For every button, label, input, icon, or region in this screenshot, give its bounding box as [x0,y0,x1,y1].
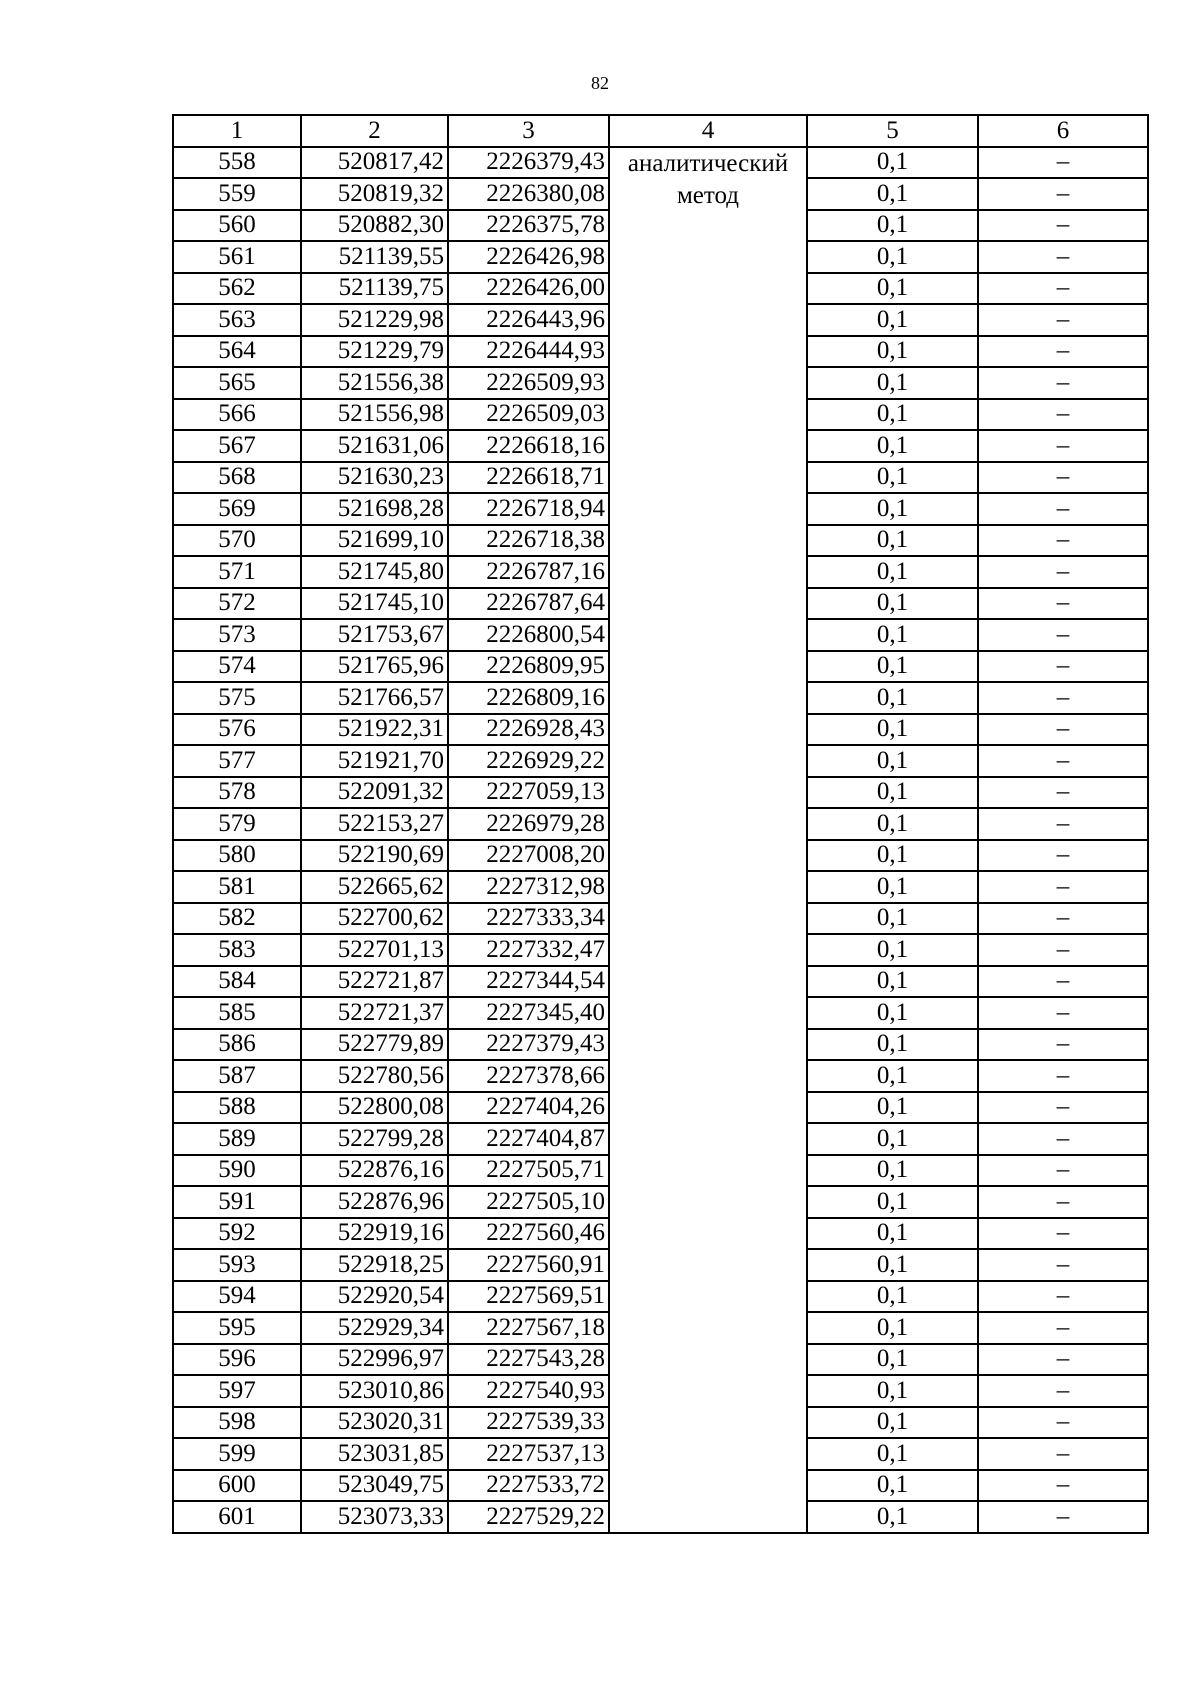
column-header: 4 [609,115,807,147]
description-cell: – [978,1375,1148,1407]
y-coordinate-cell: 2226787,64 [448,588,609,620]
x-coordinate-cell: 522780,56 [301,1060,448,1092]
point-number-cell: 598 [173,1407,301,1439]
y-coordinate-cell: 2227560,46 [448,1218,609,1250]
y-coordinate-cell: 2226718,94 [448,493,609,525]
column-header: 1 [173,115,301,147]
point-number-cell: 586 [173,1029,301,1061]
description-cell: – [978,1501,1148,1533]
point-number-cell: 592 [173,1218,301,1250]
y-coordinate-cell: 2227540,93 [448,1375,609,1407]
accuracy-cell: 0,1 [807,178,978,210]
y-coordinate-cell: 2227543,28 [448,1344,609,1376]
description-cell: – [978,336,1148,368]
description-cell: – [978,840,1148,872]
description-cell: – [978,493,1148,525]
accuracy-cell: 0,1 [807,1470,978,1502]
description-cell: – [978,525,1148,557]
point-number-cell: 575 [173,682,301,714]
y-coordinate-cell: 2227569,51 [448,1281,609,1313]
x-coordinate-cell: 521766,57 [301,682,448,714]
y-coordinate-cell: 2227537,13 [448,1438,609,1470]
accuracy-cell: 0,1 [807,556,978,588]
y-coordinate-cell: 2226979,28 [448,808,609,840]
x-coordinate-cell: 521921,70 [301,745,448,777]
y-coordinate-cell: 2226443,96 [448,304,609,336]
description-cell: – [978,430,1148,462]
y-coordinate-cell: 2226787,16 [448,556,609,588]
description-cell: – [978,1249,1148,1281]
y-coordinate-cell: 2227505,71 [448,1155,609,1187]
accuracy-cell: 0,1 [807,840,978,872]
description-cell: – [978,241,1148,273]
description-cell: – [978,777,1148,809]
x-coordinate-cell: 522876,16 [301,1155,448,1187]
x-coordinate-cell: 522153,27 [301,808,448,840]
point-number-cell: 572 [173,588,301,620]
point-number-cell: 559 [173,178,301,210]
coordinates-table [172,114,1149,1534]
description-cell: – [978,1470,1148,1502]
description-cell: – [978,178,1148,210]
accuracy-cell: 0,1 [807,714,978,746]
y-coordinate-cell: 2227344,54 [448,966,609,998]
description-cell: – [978,808,1148,840]
accuracy-cell: 0,1 [807,1060,978,1092]
point-number-cell: 570 [173,525,301,557]
description-cell: – [978,714,1148,746]
point-number-cell: 584 [173,966,301,998]
column-header: 2 [301,115,448,147]
x-coordinate-cell: 521139,55 [301,241,448,273]
accuracy-cell: 0,1 [807,1438,978,1470]
method-cell: аналитический метод [609,147,807,1533]
x-coordinate-cell: 521556,98 [301,399,448,431]
y-coordinate-cell: 2227560,91 [448,1249,609,1281]
description-cell: – [978,273,1148,305]
y-coordinate-cell: 2227345,40 [448,997,609,1029]
y-coordinate-cell: 2227379,43 [448,1029,609,1061]
point-number-cell: 580 [173,840,301,872]
accuracy-cell: 0,1 [807,1407,978,1439]
description-cell: – [978,745,1148,777]
accuracy-cell: 0,1 [807,336,978,368]
x-coordinate-cell: 522190,69 [301,840,448,872]
description-cell: – [978,1312,1148,1344]
x-coordinate-cell: 522721,87 [301,966,448,998]
description-cell: – [978,1186,1148,1218]
point-number-cell: 563 [173,304,301,336]
y-coordinate-cell: 2227378,66 [448,1060,609,1092]
description-cell: – [978,903,1148,935]
accuracy-cell: 0,1 [807,1312,978,1344]
description-cell: – [978,1155,1148,1187]
accuracy-cell: 0,1 [807,682,978,714]
y-coordinate-cell: 2227567,18 [448,1312,609,1344]
point-number-cell: 585 [173,997,301,1029]
x-coordinate-cell: 522929,34 [301,1312,448,1344]
description-cell: – [978,619,1148,651]
point-number-cell: 597 [173,1375,301,1407]
x-coordinate-cell: 522665,62 [301,871,448,903]
x-coordinate-cell: 522799,28 [301,1123,448,1155]
accuracy-cell: 0,1 [807,1249,978,1281]
accuracy-cell: 0,1 [807,619,978,651]
x-coordinate-cell: 522721,37 [301,997,448,1029]
accuracy-cell: 0,1 [807,745,978,777]
y-coordinate-cell: 2227059,13 [448,777,609,809]
description-cell: – [978,1344,1148,1376]
description-cell: – [978,147,1148,179]
point-number-cell: 588 [173,1092,301,1124]
point-number-cell: 576 [173,714,301,746]
point-number-cell: 565 [173,367,301,399]
accuracy-cell: 0,1 [807,241,978,273]
accuracy-cell: 0,1 [807,1281,978,1313]
point-number-cell: 593 [173,1249,301,1281]
description-cell: – [978,1060,1148,1092]
x-coordinate-cell: 523049,75 [301,1470,448,1502]
accuracy-cell: 0,1 [807,493,978,525]
accuracy-cell: 0,1 [807,525,978,557]
x-coordinate-cell: 522920,54 [301,1281,448,1313]
accuracy-cell: 0,1 [807,966,978,998]
x-coordinate-cell: 521922,31 [301,714,448,746]
point-number-cell: 596 [173,1344,301,1376]
point-number-cell: 582 [173,903,301,935]
accuracy-cell: 0,1 [807,934,978,966]
x-coordinate-cell: 523073,33 [301,1501,448,1533]
accuracy-cell: 0,1 [807,1123,978,1155]
point-number-cell: 560 [173,210,301,242]
y-coordinate-cell: 2227333,34 [448,903,609,935]
description-cell: – [978,367,1148,399]
x-coordinate-cell: 521753,67 [301,619,448,651]
x-coordinate-cell: 521139,75 [301,273,448,305]
description-cell: – [978,462,1148,494]
y-coordinate-cell: 2227404,26 [448,1092,609,1124]
x-coordinate-cell: 521556,38 [301,367,448,399]
column-header: 6 [978,115,1148,147]
accuracy-cell: 0,1 [807,399,978,431]
point-number-cell: 564 [173,336,301,368]
description-cell: – [978,1438,1148,1470]
page-number: 82 [591,73,609,93]
description-cell: – [978,966,1148,998]
point-number-cell: 566 [173,399,301,431]
x-coordinate-cell: 523031,85 [301,1438,448,1470]
point-number-cell: 573 [173,619,301,651]
accuracy-cell: 0,1 [807,1029,978,1061]
y-coordinate-cell: 2227332,47 [448,934,609,966]
description-cell: – [978,997,1148,1029]
x-coordinate-cell: 521699,10 [301,525,448,557]
x-coordinate-cell: 520882,30 [301,210,448,242]
point-number-cell: 567 [173,430,301,462]
description-cell: – [978,556,1148,588]
column-header: 5 [807,115,978,147]
point-number-cell: 600 [173,1470,301,1502]
description-cell: – [978,1123,1148,1155]
point-number-cell: 589 [173,1123,301,1155]
y-coordinate-cell: 2226928,43 [448,714,609,746]
x-coordinate-cell: 523010,86 [301,1375,448,1407]
accuracy-cell: 0,1 [807,147,978,179]
description-cell: – [978,399,1148,431]
x-coordinate-cell: 523020,31 [301,1407,448,1439]
x-coordinate-cell: 521229,98 [301,304,448,336]
accuracy-cell: 0,1 [807,304,978,336]
accuracy-cell: 0,1 [807,210,978,242]
accuracy-cell: 0,1 [807,462,978,494]
y-coordinate-cell: 2227404,87 [448,1123,609,1155]
y-coordinate-cell: 2226929,22 [448,745,609,777]
description-cell: – [978,210,1148,242]
point-number-cell: 579 [173,808,301,840]
y-coordinate-cell: 2226426,00 [448,273,609,305]
x-coordinate-cell: 521745,80 [301,556,448,588]
table-row [173,147,1148,179]
accuracy-cell: 0,1 [807,997,978,1029]
y-coordinate-cell: 2226509,93 [448,367,609,399]
point-number-cell: 581 [173,871,301,903]
x-coordinate-cell: 522700,62 [301,903,448,935]
description-cell: – [978,588,1148,620]
y-coordinate-cell: 2227008,20 [448,840,609,872]
point-number-cell: 583 [173,934,301,966]
y-coordinate-cell: 2226800,54 [448,619,609,651]
point-number-cell: 601 [173,1501,301,1533]
y-coordinate-cell: 2226809,95 [448,651,609,683]
description-cell: – [978,1407,1148,1439]
point-number-cell: 591 [173,1186,301,1218]
point-number-cell: 574 [173,651,301,683]
y-coordinate-cell: 2226375,78 [448,210,609,242]
accuracy-cell: 0,1 [807,1218,978,1250]
x-coordinate-cell: 521765,96 [301,651,448,683]
x-coordinate-cell: 521229,79 [301,336,448,368]
x-coordinate-cell: 520819,32 [301,178,448,210]
point-number-cell: 562 [173,273,301,305]
x-coordinate-cell: 521745,10 [301,588,448,620]
y-coordinate-cell: 2226379,43 [448,147,609,179]
accuracy-cell: 0,1 [807,367,978,399]
y-coordinate-cell: 2227539,33 [448,1407,609,1439]
accuracy-cell: 0,1 [807,1375,978,1407]
accuracy-cell: 0,1 [807,1155,978,1187]
description-cell: – [978,1029,1148,1061]
x-coordinate-cell: 522876,96 [301,1186,448,1218]
accuracy-cell: 0,1 [807,1092,978,1124]
x-coordinate-cell: 522918,25 [301,1249,448,1281]
description-cell: – [978,1092,1148,1124]
y-coordinate-cell: 2227533,72 [448,1470,609,1502]
point-number-cell: 599 [173,1438,301,1470]
description-cell: – [978,651,1148,683]
y-coordinate-cell: 2226444,93 [448,336,609,368]
point-number-cell: 590 [173,1155,301,1187]
accuracy-cell: 0,1 [807,1344,978,1376]
y-coordinate-cell: 2227505,10 [448,1186,609,1218]
point-number-cell: 568 [173,462,301,494]
point-number-cell: 578 [173,777,301,809]
x-coordinate-cell: 522091,32 [301,777,448,809]
x-coordinate-cell: 522919,16 [301,1218,448,1250]
x-coordinate-cell: 522996,97 [301,1344,448,1376]
x-coordinate-cell: 520817,42 [301,147,448,179]
description-cell: – [978,871,1148,903]
y-coordinate-cell: 2227312,98 [448,871,609,903]
point-number-cell: 571 [173,556,301,588]
accuracy-cell: 0,1 [807,1501,978,1533]
accuracy-cell: 0,1 [807,651,978,683]
point-number-cell: 594 [173,1281,301,1313]
x-coordinate-cell: 521631,06 [301,430,448,462]
column-header: 3 [448,115,609,147]
description-cell: – [978,934,1148,966]
y-coordinate-cell: 2226718,38 [448,525,609,557]
x-coordinate-cell: 522800,08 [301,1092,448,1124]
accuracy-cell: 0,1 [807,588,978,620]
accuracy-cell: 0,1 [807,430,978,462]
y-coordinate-cell: 2226618,16 [448,430,609,462]
description-cell: – [978,1281,1148,1313]
description-cell: – [978,682,1148,714]
description-cell: – [978,304,1148,336]
accuracy-cell: 0,1 [807,1186,978,1218]
accuracy-cell: 0,1 [807,808,978,840]
point-number-cell: 595 [173,1312,301,1344]
point-number-cell: 558 [173,147,301,179]
y-coordinate-cell: 2226809,16 [448,682,609,714]
point-number-cell: 587 [173,1060,301,1092]
point-number-cell: 569 [173,493,301,525]
point-number-cell: 577 [173,745,301,777]
x-coordinate-cell: 522701,13 [301,934,448,966]
point-number-cell: 561 [173,241,301,273]
y-coordinate-cell: 2226618,71 [448,462,609,494]
y-coordinate-cell: 2227529,22 [448,1501,609,1533]
accuracy-cell: 0,1 [807,273,978,305]
y-coordinate-cell: 2226380,08 [448,178,609,210]
x-coordinate-cell: 522779,89 [301,1029,448,1061]
y-coordinate-cell: 2226426,98 [448,241,609,273]
table-header-row [173,115,1148,147]
x-coordinate-cell: 521698,28 [301,493,448,525]
accuracy-cell: 0,1 [807,903,978,935]
description-cell: – [978,1218,1148,1250]
accuracy-cell: 0,1 [807,777,978,809]
x-coordinate-cell: 521630,23 [301,462,448,494]
y-coordinate-cell: 2226509,03 [448,399,609,431]
accuracy-cell: 0,1 [807,871,978,903]
